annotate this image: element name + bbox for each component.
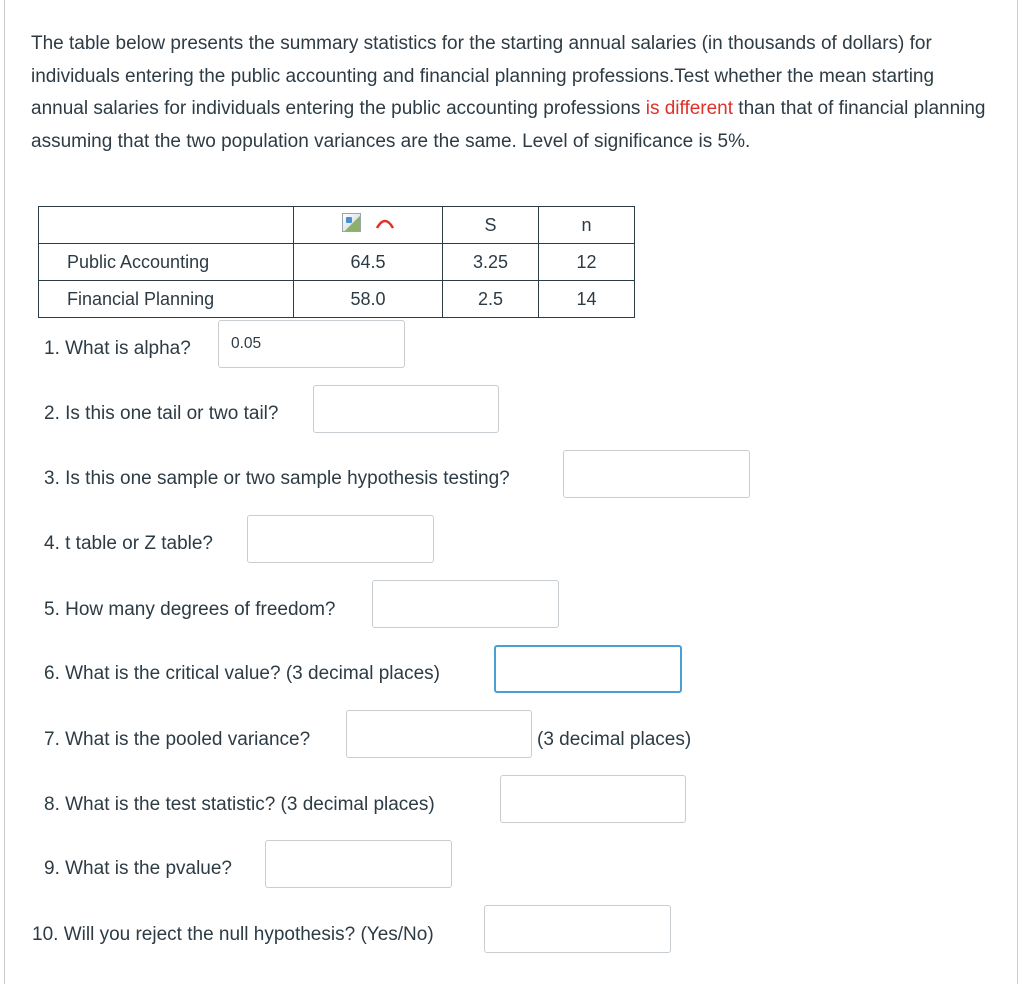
row-label-financial-planning: Financial Planning (39, 281, 294, 318)
answer-9-input[interactable] (265, 840, 452, 888)
cell-n: 12 (539, 244, 635, 281)
question-5-label: 5. How many degrees of freedom? (44, 599, 336, 620)
answer-2-input[interactable] (313, 385, 499, 433)
answer-8-input[interactable] (500, 775, 686, 823)
table-header-n: n (539, 207, 635, 244)
answer-10-input[interactable] (484, 905, 671, 953)
answer-1-input[interactable]: 0.05 (218, 320, 405, 368)
question-4-label: 4. t table or Z table? (44, 533, 213, 554)
answer-4-input[interactable] (247, 515, 434, 563)
intro-text-1: The table below presents the summary statistics for the starting annual salaries (in thousands of dollars) for individuals entering the public accounting and financial planning professions.Test whether the mean starting annual salaries for individuals entering the public accounting professions (31, 33, 935, 119)
answer-5-input[interactable] (372, 580, 559, 628)
red-arc-icon (375, 216, 395, 230)
question-7-suffix: (3 decimal places) (537, 729, 692, 750)
cell-mean: 64.5 (294, 244, 443, 281)
cell-n: 14 (539, 281, 635, 318)
answer-6-input[interactable] (494, 645, 682, 693)
table-header-empty (39, 207, 294, 244)
question-6-label: 6. What is the critical value? (3 decimal places) (44, 663, 440, 684)
question-2-label: 2. Is this one tail or two tail? (44, 403, 279, 424)
table-header-s: S (443, 207, 539, 244)
cell-s: 2.5 (443, 281, 539, 318)
table-row (39, 281, 635, 318)
table-row (39, 244, 635, 281)
cell-s: 3.25 (443, 244, 539, 281)
answer-7-input[interactable] (346, 710, 532, 758)
answer-3-input[interactable] (563, 450, 750, 498)
question-9-label: 9. What is the pvalue? (44, 858, 232, 879)
problem-statement (31, 28, 991, 158)
intro-text-2: than that of financial planning assuming that the two population variances are the same. Level of significance is 5%. (31, 98, 986, 152)
mean-header-icons (342, 213, 395, 232)
broken-image-icon (342, 213, 361, 232)
summary-statistics-table (38, 206, 635, 318)
table-header-mean (294, 207, 443, 244)
row-label-public-accounting: Public Accounting (39, 244, 294, 281)
question-3-label: 3. Is this one sample or two sample hypothesis testing? (44, 468, 510, 489)
question-10-label: 10. Will you reject the null hypothesis? (Yes/No) (32, 924, 434, 945)
question-1-label: 1. What is alpha? (44, 338, 191, 359)
intro-highlight: is different (645, 98, 734, 119)
question-8-label: 8. What is the test statistic? (3 decimal places) (44, 794, 435, 815)
cell-mean: 58.0 (294, 281, 443, 318)
table-header-row (39, 207, 635, 244)
question-7-label: 7. What is the pooled variance? (44, 729, 311, 750)
